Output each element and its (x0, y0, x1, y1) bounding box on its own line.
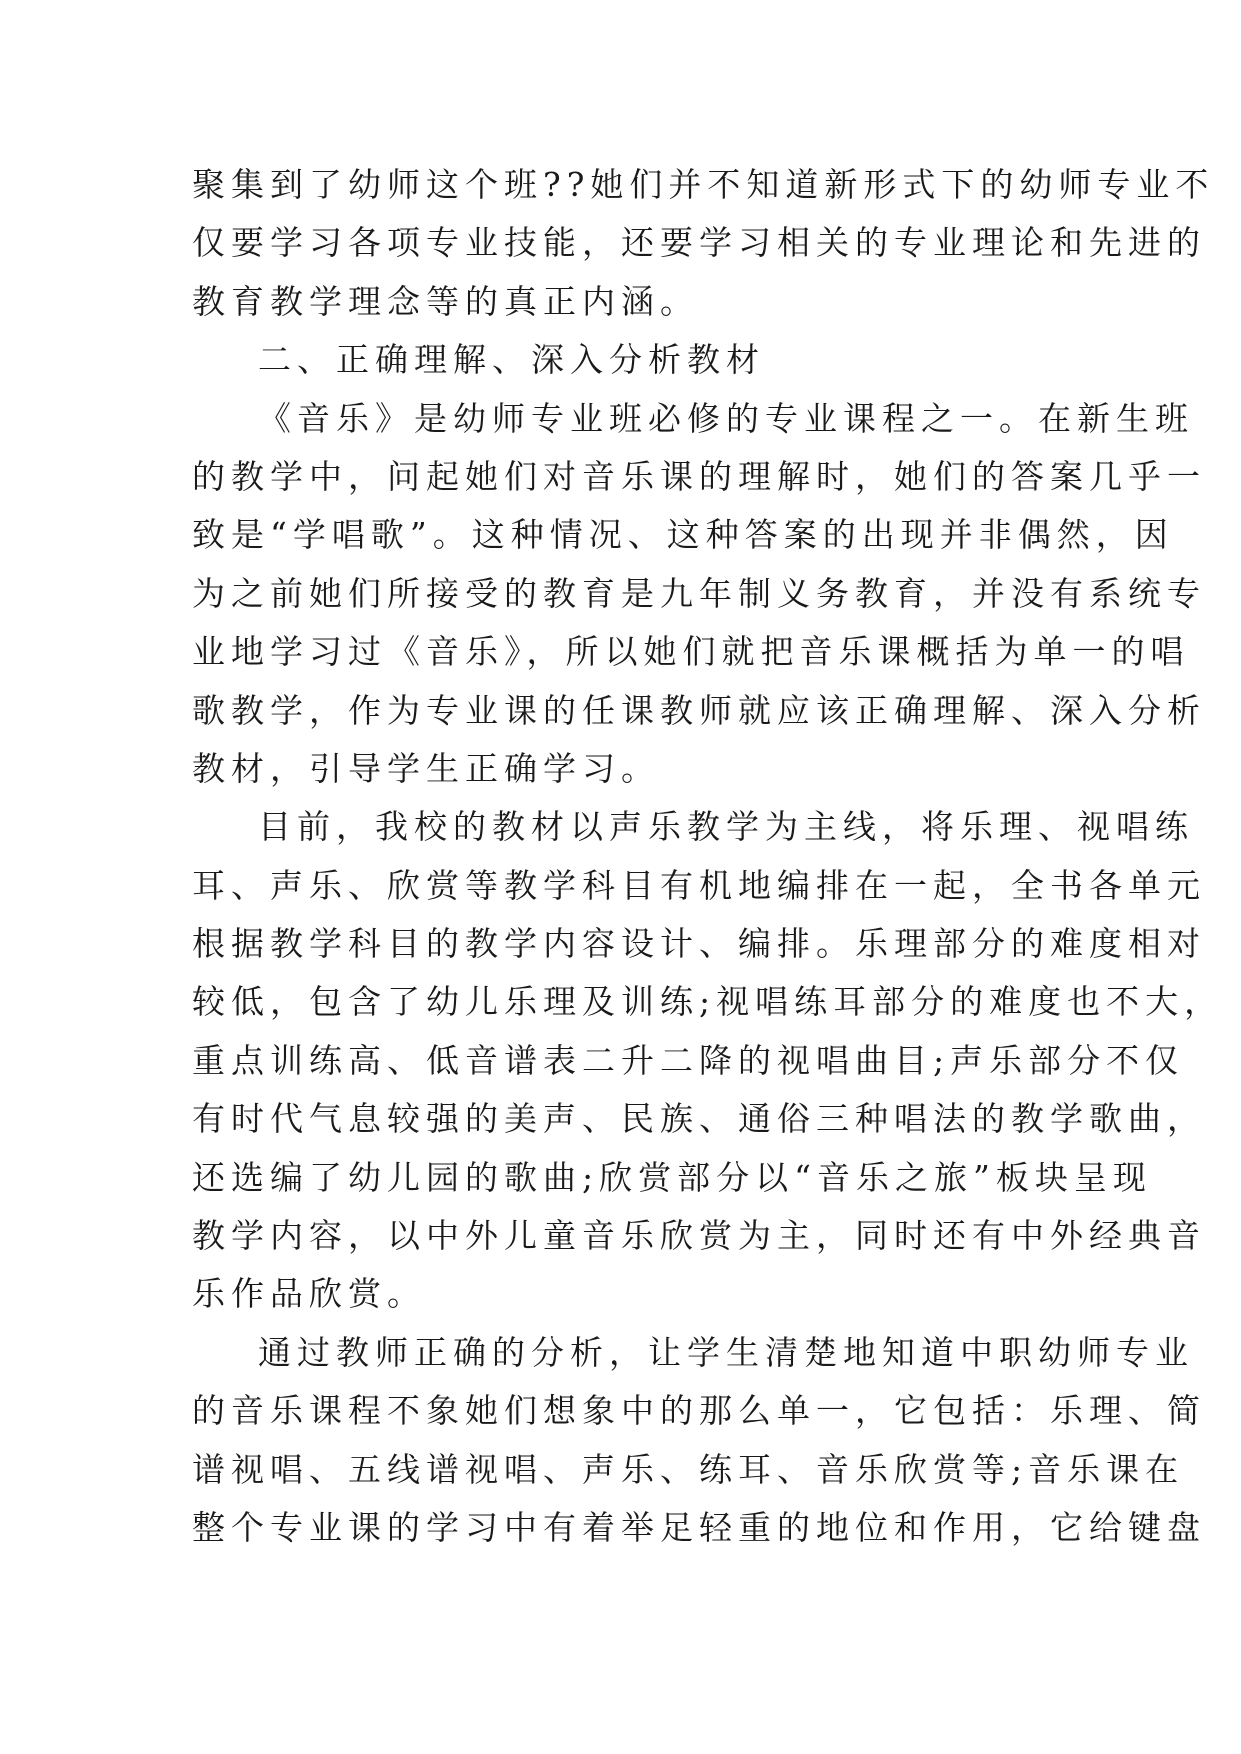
text-line: 聚集到了幼师这个班??她们并不知道新形式下的幼师专业不 (192, 165, 1215, 204)
text-line: 教育教学理念等的真正内涵。 (192, 281, 699, 321)
text-line: 还选编了幼儿园的歌曲;欣赏部分以“音乐之旅”板块呈现 (192, 1157, 1152, 1197)
text-line: 仅要学习各项专业技能，还要学习相关的专业理论和先进的 (192, 223, 1206, 263)
text-line: 教材，引导学生正确学习。 (192, 748, 660, 788)
text-line: 为之前她们所接受的教育是九年制义务教育，并没有系统专 (192, 573, 1206, 613)
text-line: 根据教学科目的教学内容设计、编排。乐理部分的难度相对 (192, 924, 1206, 964)
section-heading: 二、正确理解、深入分析教材 (258, 340, 765, 380)
text-line: 通过教师正确的分析，让学生清楚地知道中职幼师专业 (258, 1332, 1194, 1372)
text-line: 有时代气息较强的美声、民族、通俗三种唱法的教学歌曲， (192, 1099, 1206, 1139)
text-line: 教学内容，以中外儿童音乐欣赏为主，同时还有中外经典音 (192, 1216, 1206, 1256)
text-line: 耳、声乐、欣赏等教学科目有机地编排在一起，全书各单元 (192, 865, 1206, 905)
text-line: 歌教学，作为专业课的任课教师就应该正确理解、深入分析 (192, 690, 1206, 730)
text-line: 乐作品欣赏。 (192, 1274, 426, 1314)
text-line: 的音乐课程不象她们想象中的那么单一，它包括：乐理、简 (192, 1391, 1206, 1431)
text-line: 的教学中，问起她们对音乐课的理解时，她们的答案几乎一 (192, 456, 1206, 496)
body-text (192, 156, 1224, 1557)
text-line: 谱视唱、五线谱视唱、声乐、练耳、音乐欣赏等;音乐课在 (192, 1449, 1185, 1489)
text-line: 整个专业课的学习中有着举足轻重的地位和作用，它给键盘 (192, 1507, 1206, 1547)
text-line: 目前，我校的教材以声乐教学为主线，将乐理、视唱练 (258, 807, 1194, 847)
text-line: 较低，包含了幼儿乐理及训练;视唱练耳部分的难度也不大， (192, 982, 1224, 1022)
text-line: 致是“学唱歌”。这种情况、这种答案的出现并非偶然，因 (192, 515, 1174, 555)
text-line: 重点训练高、低音谱表二升二降的视唱曲目;声乐部分不仅 (192, 1040, 1185, 1080)
text-line: 《音乐》是幼师专业班必修的专业课程之一。在新生班 (258, 398, 1194, 438)
text-line: 业地学习过《音乐》，所以她们就把音乐课概括为单一的唱 (192, 632, 1190, 672)
